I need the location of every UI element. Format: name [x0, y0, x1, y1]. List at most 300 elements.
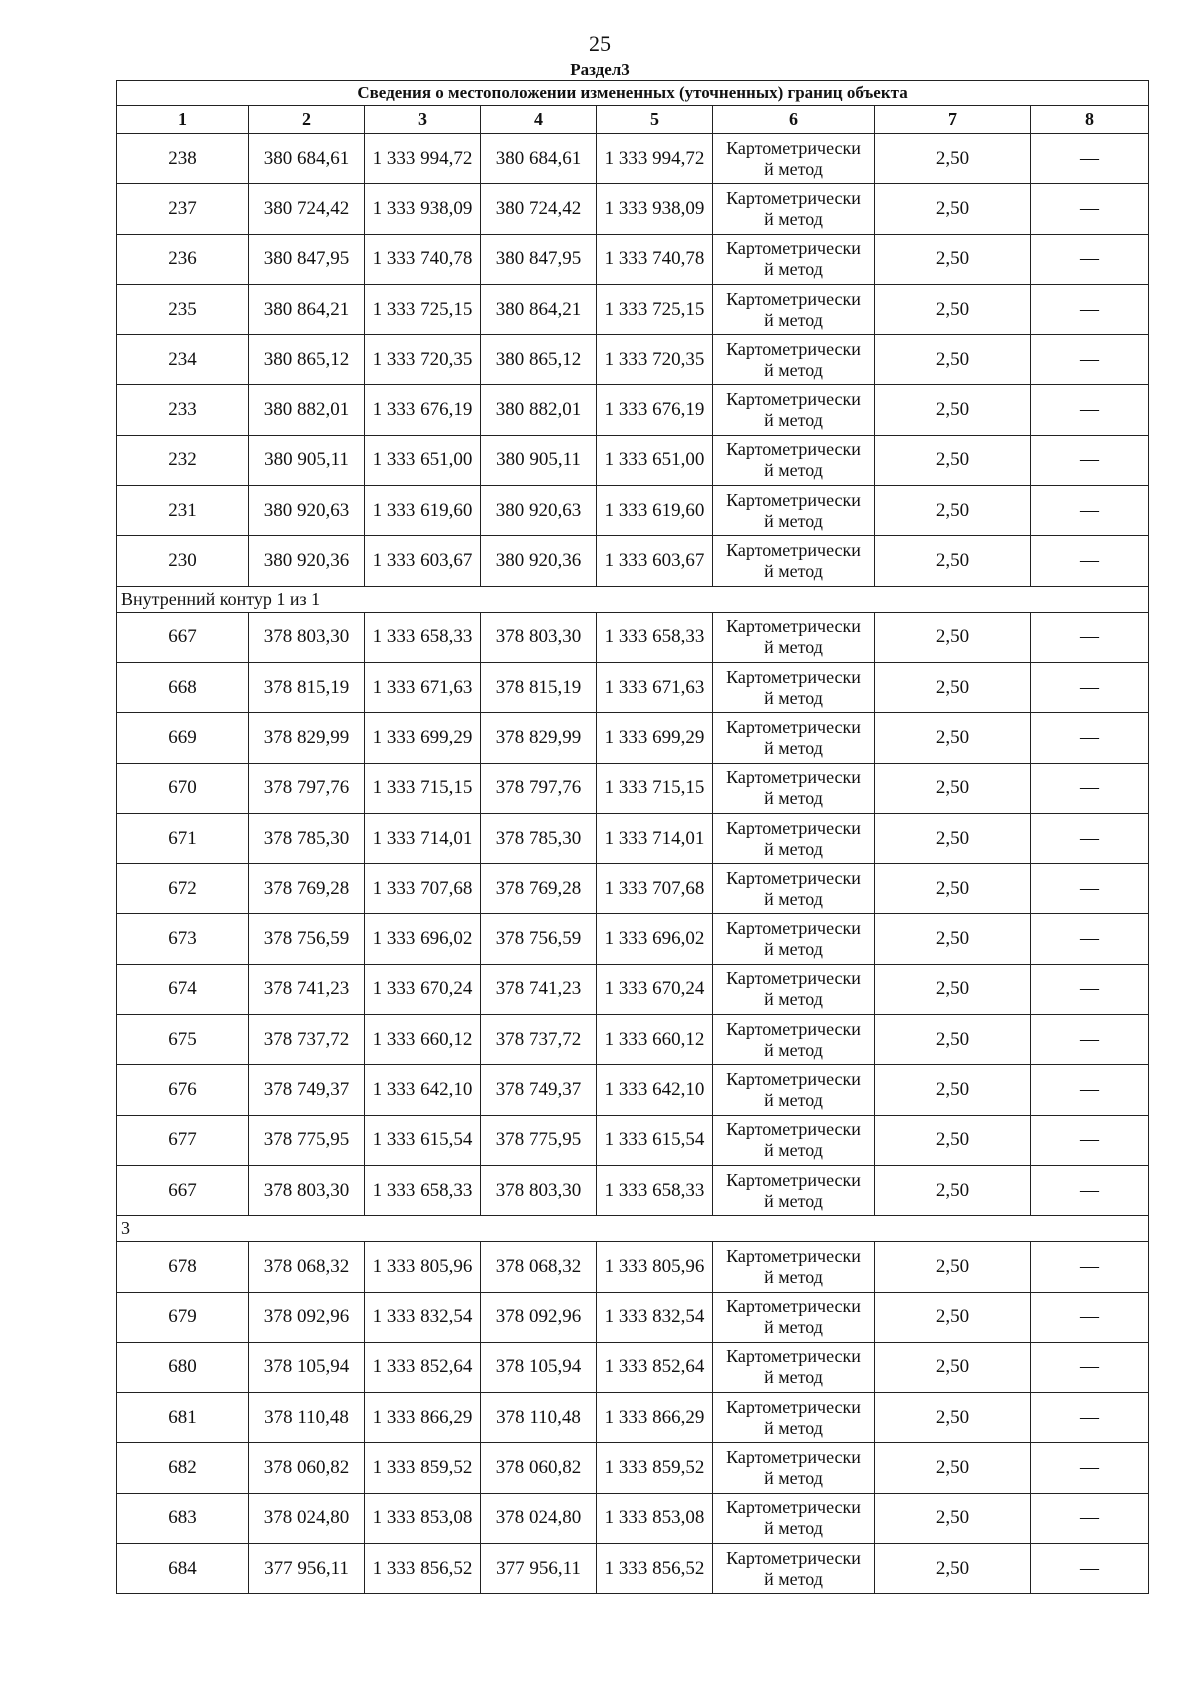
existing-x-cell: 378 803,30 [249, 612, 365, 662]
method-line-1: Картометрически [726, 187, 861, 208]
table-row [117, 335, 1149, 385]
table-row [117, 864, 1149, 914]
new-x-cell: 378 829,99 [481, 713, 597, 763]
accuracy-cell: 2,50 [875, 385, 1031, 435]
new-y-cell: 1 333 859,52 [597, 1443, 713, 1493]
accuracy-cell: 2,50 [875, 1342, 1031, 1392]
accuracy-cell: 2,50 [875, 234, 1031, 284]
table-row [117, 1443, 1149, 1493]
accuracy-cell: 2,50 [875, 1015, 1031, 1065]
description-cell: — [1031, 536, 1149, 586]
accuracy-cell: 2,50 [875, 713, 1031, 763]
method-cell [713, 184, 875, 234]
column-header: 5 [597, 106, 713, 134]
point-number-cell: 672 [117, 864, 249, 914]
description-cell: — [1031, 1165, 1149, 1215]
new-x-cell: 380 920,63 [481, 486, 597, 536]
new-x-cell: 380 847,95 [481, 234, 597, 284]
method-line-1: Картометрически [726, 716, 861, 737]
method-line-1: Картометрически [726, 666, 861, 687]
description-cell: — [1031, 813, 1149, 863]
existing-x-cell: 380 920,63 [249, 486, 365, 536]
existing-y-cell: 1 333 740,78 [365, 234, 481, 284]
new-x-cell: 378 060,82 [481, 1443, 597, 1493]
existing-y-cell: 1 333 805,96 [365, 1242, 481, 1292]
table-row [117, 1015, 1149, 1065]
description-cell: — [1031, 763, 1149, 813]
description-cell: — [1031, 1342, 1149, 1392]
point-number-cell: 230 [117, 536, 249, 586]
point-number-cell: 668 [117, 662, 249, 712]
contour-label: 3 [117, 1216, 1149, 1242]
new-y-cell: 1 333 853,08 [597, 1493, 713, 1543]
method-cell [713, 612, 875, 662]
description-cell: — [1031, 914, 1149, 964]
new-y-cell: 1 333 852,64 [597, 1342, 713, 1392]
existing-x-cell: 378 829,99 [249, 713, 365, 763]
accuracy-cell: 2,50 [875, 335, 1031, 385]
method-cell [713, 1115, 875, 1165]
method-line-1: Картометрически [726, 238, 861, 259]
description-cell: — [1031, 1393, 1149, 1443]
existing-x-cell: 378 024,80 [249, 1493, 365, 1543]
existing-y-cell: 1 333 859,52 [365, 1443, 481, 1493]
existing-y-cell: 1 333 853,08 [365, 1493, 481, 1543]
point-number-cell: 238 [117, 134, 249, 184]
method-cell [713, 1342, 875, 1392]
existing-y-cell: 1 333 642,10 [365, 1065, 481, 1115]
method-line-1: Картометрически [726, 1447, 861, 1468]
method-line-2: й метод [764, 561, 823, 582]
method-line-2: й метод [764, 1468, 823, 1489]
method-cell [713, 1393, 875, 1443]
method-cell [713, 1544, 875, 1594]
description-cell: — [1031, 864, 1149, 914]
existing-x-cell: 378 110,48 [249, 1393, 365, 1443]
method-line-1: Картометрически [726, 1547, 861, 1568]
accuracy-cell: 2,50 [875, 864, 1031, 914]
existing-x-cell: 377 956,11 [249, 1544, 365, 1594]
existing-y-cell: 1 333 699,29 [365, 713, 481, 763]
new-y-cell: 1 333 715,15 [597, 763, 713, 813]
new-y-cell: 1 333 725,15 [597, 284, 713, 334]
method-line-1: Картометрически [726, 1396, 861, 1417]
table-row [117, 385, 1149, 435]
point-number-cell: 231 [117, 486, 249, 536]
method-line-2: й метод [764, 460, 823, 481]
new-x-cell: 377 956,11 [481, 1544, 597, 1594]
method-line-1: Картометрически [726, 867, 861, 888]
new-y-cell: 1 333 603,67 [597, 536, 713, 586]
existing-y-cell: 1 333 994,72 [365, 134, 481, 184]
contour-label: Внутренний контур 1 из 1 [117, 586, 1149, 612]
existing-x-cell: 378 815,19 [249, 662, 365, 712]
method-line-2: й метод [764, 838, 823, 859]
description-cell: — [1031, 713, 1149, 763]
accuracy-cell: 2,50 [875, 964, 1031, 1014]
existing-y-cell: 1 333 715,15 [365, 763, 481, 813]
accuracy-cell: 2,50 [875, 662, 1031, 712]
new-x-cell: 380 865,12 [481, 335, 597, 385]
method-line-1: Картометрически [726, 540, 861, 561]
method-cell [713, 435, 875, 485]
new-x-cell: 378 797,76 [481, 763, 597, 813]
point-number-cell: 674 [117, 964, 249, 1014]
column-header: 4 [481, 106, 597, 134]
accuracy-cell: 2,50 [875, 536, 1031, 586]
accuracy-cell: 2,50 [875, 134, 1031, 184]
section-title: Раздел3 [570, 60, 630, 79]
existing-x-cell: 380 684,61 [249, 134, 365, 184]
accuracy-cell: 2,50 [875, 1493, 1031, 1543]
new-x-cell: 378 815,19 [481, 662, 597, 712]
table-row [117, 134, 1149, 184]
existing-x-cell: 378 737,72 [249, 1015, 365, 1065]
method-line-2: й метод [764, 637, 823, 658]
new-y-cell: 1 333 866,29 [597, 1393, 713, 1443]
existing-x-cell: 380 905,11 [249, 435, 365, 485]
description-cell: — [1031, 284, 1149, 334]
existing-y-cell: 1 333 856,52 [365, 1544, 481, 1594]
new-y-cell: 1 333 658,33 [597, 612, 713, 662]
method-cell [713, 486, 875, 536]
table-row [117, 1544, 1149, 1594]
existing-x-cell: 380 724,42 [249, 184, 365, 234]
method-line-2: й метод [764, 888, 823, 909]
existing-x-cell: 378 797,76 [249, 763, 365, 813]
table-caption: Сведения о местоположении измененных (уточненных) границ объекта [117, 81, 1149, 106]
point-number-cell: 681 [117, 1393, 249, 1443]
new-x-cell: 378 803,30 [481, 1165, 597, 1215]
method-line-1: Картометрически [726, 817, 861, 838]
description-cell: — [1031, 1292, 1149, 1342]
method-line-1: Картометрически [726, 338, 861, 359]
column-header: 6 [713, 106, 875, 134]
method-cell [713, 134, 875, 184]
table-row [117, 1493, 1149, 1543]
existing-x-cell: 378 785,30 [249, 813, 365, 863]
method-cell [713, 1443, 875, 1493]
new-y-cell: 1 333 642,10 [597, 1065, 713, 1115]
description-cell: — [1031, 662, 1149, 712]
table-row [117, 1242, 1149, 1292]
new-y-cell: 1 333 707,68 [597, 864, 713, 914]
table-row [117, 1165, 1149, 1215]
point-number-cell: 232 [117, 435, 249, 485]
method-line-1: Картометрически [726, 616, 861, 637]
method-cell [713, 1292, 875, 1342]
point-number-cell: 237 [117, 184, 249, 234]
table-row [117, 284, 1149, 334]
new-x-cell: 378 737,72 [481, 1015, 597, 1065]
existing-y-cell: 1 333 658,33 [365, 1165, 481, 1215]
new-y-cell: 1 333 720,35 [597, 335, 713, 385]
table-row [117, 763, 1149, 813]
description-cell: — [1031, 964, 1149, 1014]
method-line-1: Картометрически [726, 767, 861, 788]
new-x-cell: 380 724,42 [481, 184, 597, 234]
method-line-2: й метод [764, 989, 823, 1010]
new-y-cell: 1 333 699,29 [597, 713, 713, 763]
new-x-cell: 378 068,32 [481, 1242, 597, 1292]
point-number-cell: 677 [117, 1115, 249, 1165]
existing-y-cell: 1 333 658,33 [365, 612, 481, 662]
new-x-cell: 380 864,21 [481, 284, 597, 334]
existing-x-cell: 380 864,21 [249, 284, 365, 334]
table-row [117, 964, 1149, 1014]
method-line-2: й метод [764, 1039, 823, 1060]
existing-x-cell: 378 741,23 [249, 964, 365, 1014]
accuracy-cell: 2,50 [875, 1115, 1031, 1165]
point-number-cell: 676 [117, 1065, 249, 1115]
accuracy-cell: 2,50 [875, 486, 1031, 536]
table-row [117, 1342, 1149, 1392]
point-number-cell: 667 [117, 1165, 249, 1215]
existing-y-cell: 1 333 714,01 [365, 813, 481, 863]
new-x-cell: 378 024,80 [481, 1493, 597, 1543]
method-line-2: й метод [764, 510, 823, 531]
accuracy-cell: 2,50 [875, 914, 1031, 964]
method-line-2: й метод [764, 939, 823, 960]
new-y-cell: 1 333 658,33 [597, 1165, 713, 1215]
method-cell [713, 1165, 875, 1215]
new-x-cell: 378 803,30 [481, 612, 597, 662]
table-caption-row [117, 81, 1149, 106]
description-cell: — [1031, 1242, 1149, 1292]
existing-x-cell: 380 882,01 [249, 385, 365, 435]
new-y-cell: 1 333 670,24 [597, 964, 713, 1014]
point-number-cell: 680 [117, 1342, 249, 1392]
new-x-cell: 380 882,01 [481, 385, 597, 435]
accuracy-cell: 2,50 [875, 435, 1031, 485]
existing-x-cell: 378 060,82 [249, 1443, 365, 1493]
method-line-1: Картометрически [726, 1296, 861, 1317]
point-number-cell: 673 [117, 914, 249, 964]
accuracy-cell: 2,50 [875, 284, 1031, 334]
new-y-cell: 1 333 994,72 [597, 134, 713, 184]
method-cell [713, 335, 875, 385]
method-line-1: Картометрически [726, 918, 861, 939]
description-cell: — [1031, 335, 1149, 385]
method-line-2: й метод [764, 1317, 823, 1338]
existing-x-cell: 378 775,95 [249, 1115, 365, 1165]
point-number-cell: 678 [117, 1242, 249, 1292]
description-cell: — [1031, 1065, 1149, 1115]
existing-y-cell: 1 333 725,15 [365, 284, 481, 334]
method-cell [713, 713, 875, 763]
point-number-cell: 671 [117, 813, 249, 863]
existing-y-cell: 1 333 619,60 [365, 486, 481, 536]
table-row [117, 713, 1149, 763]
column-header: 1 [117, 106, 249, 134]
table-header-row [117, 106, 1149, 134]
table-row [117, 486, 1149, 536]
new-x-cell: 378 769,28 [481, 864, 597, 914]
new-y-cell: 1 333 938,09 [597, 184, 713, 234]
method-line-2: й метод [764, 359, 823, 380]
description-cell: — [1031, 184, 1149, 234]
accuracy-cell: 2,50 [875, 612, 1031, 662]
method-line-1: Картометрически [726, 968, 861, 989]
method-line-1: Картометрически [726, 137, 861, 158]
description-cell: — [1031, 435, 1149, 485]
table-row [117, 612, 1149, 662]
existing-y-cell: 1 333 720,35 [365, 335, 481, 385]
table-row [117, 914, 1149, 964]
existing-y-cell: 1 333 676,19 [365, 385, 481, 435]
new-y-cell: 1 333 856,52 [597, 1544, 713, 1594]
description-cell: — [1031, 1493, 1149, 1543]
new-y-cell: 1 333 660,12 [597, 1015, 713, 1065]
method-line-2: й метод [764, 1417, 823, 1438]
method-line-1: Картометрически [726, 1018, 861, 1039]
accuracy-cell: 2,50 [875, 1443, 1031, 1493]
method-line-2: й метод [764, 1518, 823, 1539]
new-x-cell: 378 756,59 [481, 914, 597, 964]
method-cell [713, 813, 875, 863]
new-x-cell: 380 684,61 [481, 134, 597, 184]
table-row [117, 813, 1149, 863]
table-row [117, 1393, 1149, 1443]
method-line-2: й метод [764, 208, 823, 229]
method-line-1: Картометрически [726, 439, 861, 460]
method-line-1: Картометрически [726, 1497, 861, 1518]
method-line-2: й метод [764, 309, 823, 330]
existing-y-cell: 1 333 615,54 [365, 1115, 481, 1165]
existing-x-cell: 378 769,28 [249, 864, 365, 914]
method-line-1: Картометрически [726, 1245, 861, 1266]
method-cell [713, 662, 875, 712]
method-cell [713, 385, 875, 435]
method-line-2: й метод [764, 410, 823, 431]
method-line-1: Картометрически [726, 1068, 861, 1089]
description-cell: — [1031, 1015, 1149, 1065]
method-line-1: Картометрически [726, 1119, 861, 1140]
new-x-cell: 378 105,94 [481, 1342, 597, 1392]
point-number-cell: 684 [117, 1544, 249, 1594]
accuracy-cell: 2,50 [875, 1393, 1031, 1443]
method-cell [713, 284, 875, 334]
existing-y-cell: 1 333 671,63 [365, 662, 481, 712]
description-cell: — [1031, 234, 1149, 284]
method-cell [713, 964, 875, 1014]
existing-y-cell: 1 333 670,24 [365, 964, 481, 1014]
existing-x-cell: 378 105,94 [249, 1342, 365, 1392]
existing-y-cell: 1 333 696,02 [365, 914, 481, 964]
contour-group-row [117, 1216, 1149, 1242]
column-header: 8 [1031, 106, 1149, 134]
description-cell: — [1031, 1443, 1149, 1493]
method-cell [713, 864, 875, 914]
point-number-cell: 233 [117, 385, 249, 435]
new-y-cell: 1 333 671,63 [597, 662, 713, 712]
new-x-cell: 378 775,95 [481, 1115, 597, 1165]
new-x-cell: 380 905,11 [481, 435, 597, 485]
existing-x-cell: 378 092,96 [249, 1292, 365, 1342]
new-y-cell: 1 333 805,96 [597, 1242, 713, 1292]
method-line-2: й метод [764, 259, 823, 280]
new-x-cell: 378 092,96 [481, 1292, 597, 1342]
method-cell [713, 234, 875, 284]
method-line-2: й метод [764, 1190, 823, 1211]
method-line-2: й метод [764, 687, 823, 708]
accuracy-cell: 2,50 [875, 1065, 1031, 1115]
point-number-cell: 234 [117, 335, 249, 385]
description-cell: — [1031, 1544, 1149, 1594]
method-line-2: й метод [764, 1568, 823, 1589]
table-row [117, 234, 1149, 284]
table-row [117, 184, 1149, 234]
description-cell: — [1031, 134, 1149, 184]
contour-group-row [117, 586, 1149, 612]
accuracy-cell: 2,50 [875, 813, 1031, 863]
table-row [117, 1065, 1149, 1115]
new-y-cell: 1 333 714,01 [597, 813, 713, 863]
new-x-cell: 378 785,30 [481, 813, 597, 863]
method-line-1: Картометрически [726, 1169, 861, 1190]
table-row [117, 1292, 1149, 1342]
new-y-cell: 1 333 651,00 [597, 435, 713, 485]
accuracy-cell: 2,50 [875, 184, 1031, 234]
existing-x-cell: 380 847,95 [249, 234, 365, 284]
method-line-1: Картометрически [726, 389, 861, 410]
point-number-cell: 682 [117, 1443, 249, 1493]
existing-y-cell: 1 333 852,64 [365, 1342, 481, 1392]
accuracy-cell: 2,50 [875, 1292, 1031, 1342]
method-cell [713, 1493, 875, 1543]
method-cell [713, 536, 875, 586]
method-line-2: й метод [764, 1367, 823, 1388]
existing-y-cell: 1 333 660,12 [365, 1015, 481, 1065]
method-line-2: й метод [764, 1266, 823, 1287]
method-line-2: й метод [764, 1140, 823, 1161]
point-number-cell: 670 [117, 763, 249, 813]
description-cell: — [1031, 612, 1149, 662]
point-number-cell: 667 [117, 612, 249, 662]
method-line-1: Картометрически [726, 489, 861, 510]
accuracy-cell: 2,50 [875, 1242, 1031, 1292]
point-number-cell: 669 [117, 713, 249, 763]
method-line-1: Картометрически [726, 1346, 861, 1367]
method-cell [713, 763, 875, 813]
coordinates-table [116, 80, 1149, 1594]
point-number-cell: 679 [117, 1292, 249, 1342]
table-row [117, 1115, 1149, 1165]
accuracy-cell: 2,50 [875, 1544, 1031, 1594]
column-header: 7 [875, 106, 1031, 134]
column-header: 3 [365, 106, 481, 134]
new-y-cell: 1 333 676,19 [597, 385, 713, 435]
new-y-cell: 1 333 832,54 [597, 1292, 713, 1342]
description-cell: — [1031, 385, 1149, 435]
method-line-2: й метод [764, 737, 823, 758]
existing-y-cell: 1 333 707,68 [365, 864, 481, 914]
method-line-2: й метод [764, 1089, 823, 1110]
method-cell [713, 914, 875, 964]
column-header: 2 [249, 106, 365, 134]
description-cell: — [1031, 1115, 1149, 1165]
point-number-cell: 675 [117, 1015, 249, 1065]
existing-y-cell: 1 333 832,54 [365, 1292, 481, 1342]
method-cell [713, 1242, 875, 1292]
method-line-1: Картометрически [726, 288, 861, 309]
table-row [117, 536, 1149, 586]
point-number-cell: 683 [117, 1493, 249, 1543]
new-x-cell: 378 749,37 [481, 1065, 597, 1115]
accuracy-cell: 2,50 [875, 1165, 1031, 1215]
page-number: 25 [589, 31, 611, 56]
existing-x-cell: 378 068,32 [249, 1242, 365, 1292]
